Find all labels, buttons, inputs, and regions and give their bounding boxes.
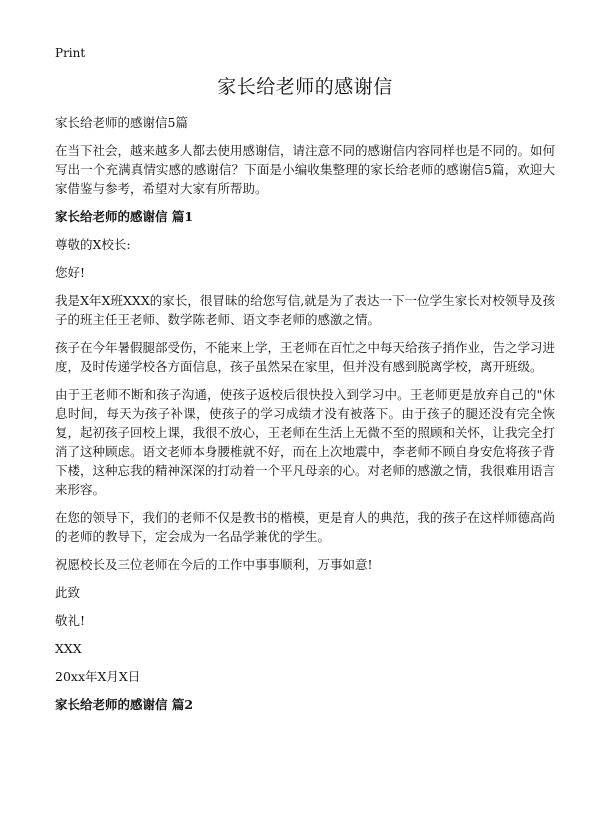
subtitle: 家长给老师的感谢信5篇 [55,115,188,130]
letter-paragraph: 由于王老师不断和孩子沟通，使孩子返校后很快投入到学习中。王老师更是放弃自己的"休息时间，每天为孩子补课，使孩子的学习成绩才没有被落下。由于孩子的腿还没有完全恢复，起初孩子回校上课，我很不放心，王老师在生活上无微不至的照顾和关怀，让我完全打消了这种顾虑。语文老师本身腰椎就不好，而在上次地震中，李老师不顾自身安危将孩子背下楼，这种忘我的精神深深的打动着一个平凡母亲的心。对老师的感激之情，我很难用语言来形容。 [55,387,556,497]
signature: XXX [55,641,82,656]
closing-line-2: 敬礼! [55,613,86,628]
print-label: Print [55,46,86,60]
section-heading-1: 家长给老师的感谢信 篇1 [55,209,194,224]
letter-paragraph: 我是X年X班XXX的家长，很冒昧的给您写信,就是为了表达一下一位学生家长对校领导及孩子的班主任王老师、数学陈老师、语文李老师的感激之情。 [55,293,555,327]
letter-paragraph: 祝愿校长及三位老师在今后的工作中事事顺利，万事如意! [55,557,373,572]
letter-paragraph: 孩子在今年暑假腿部受伤，不能来上学，王老师在百忙之中每天给孩子捎作业，告之学习进度，及时传递学校各方面信息，孩子虽然呆在家里，但并没有感到脱离学校，离开班级。 [55,340,556,374]
intro-paragraph: 在当下社会，越来越多人都去使用感谢信，请注意不同的感谢信内容同样也是不同的。如何写出一个充满真情实感的感谢信？下面是小编收集整理的家长给老师的感谢信5篇，欢迎大家借鉴与参考，希望对大家有所帮助。 [55,143,556,196]
page-title: 家长给老师的感谢信 [217,76,393,98]
closing-line-1: 此致 [55,585,81,600]
letter-date: 20xx年X月X日 [55,669,141,684]
document-page [55,45,555,723]
letter-paragraph: 在您的领导下，我们的老师不仅是教书的楷模，更是育人的典范，我的孩子在这样师德高尚的老师的教导下，定会成为一名品学兼优的学生。 [55,510,556,544]
section-heading-2: 家长给老师的感谢信 篇2 [55,697,194,712]
salutation: 尊敬的X校长: [55,237,131,252]
greeting: 您好! [55,265,86,280]
